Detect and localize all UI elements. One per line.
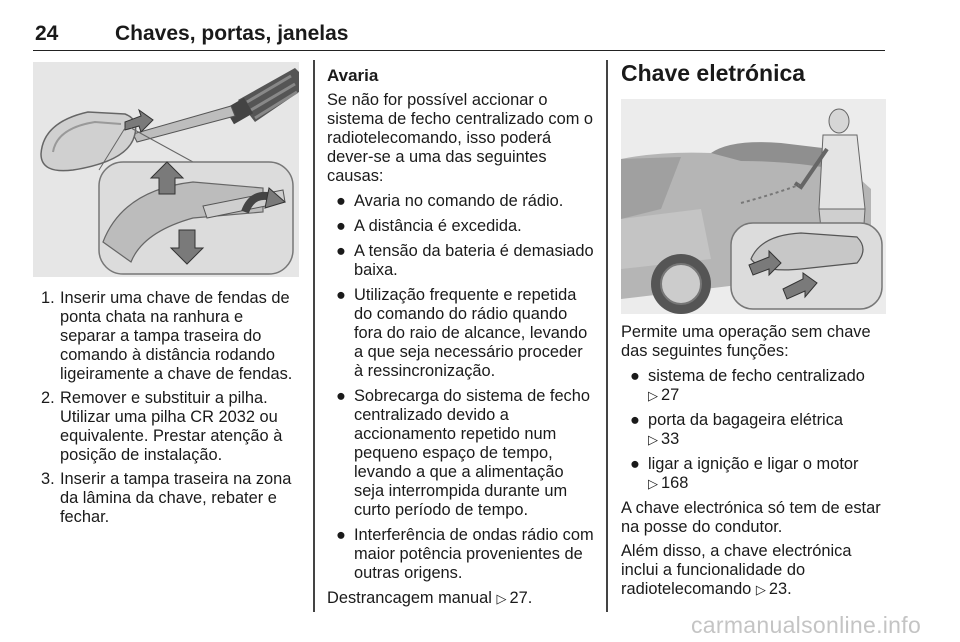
key-battery-replacement-illustration — [33, 62, 299, 277]
list-item: ● Utilização frequente e repetida do comando do rádio quando fora do raio de alcance, levando a que seja necessário proceder à ressincronização. — [336, 286, 588, 380]
keyless-functions-list — [621, 367, 886, 493]
keyless-intro: Permite uma operação sem chave das seguintes funções: — [621, 323, 871, 360]
key-battery-figure — [33, 62, 299, 277]
list-item: ● Interferência de ondas rádio com maior potência provenientes de outras origens. — [336, 526, 594, 582]
car-door-handle-keyless-illustration — [621, 99, 886, 314]
keyless-para-2: Além disso, a chave electrónica inclui a funcionalidade do radiotelecomando ▷ 23. — [621, 542, 852, 598]
avaria-intro: Se não for possível accionar o sistema de fecho centralizado com o radiotelecomando, isso poderá dever-se a uma das seguintes causas: — [327, 91, 594, 185]
avaria-causes-list — [327, 192, 595, 583]
page-ref-arrow-icon: ▷ — [755, 582, 766, 597]
instruction-steps — [33, 289, 303, 527]
step-item: 1. Inserir uma chave de fendas de ponta chata na ranhura e separar a tampa traseira do comando à distância rodando ligeiramente a chave de fendas. — [41, 289, 293, 383]
step-item: 2. Remover e substituir a pilha. Utilizar uma pilha CR 2032 ou equivalente. Prestar atenção à posição de instalação. — [41, 389, 283, 464]
section-heading-chave-eletronica: Chave eletrónica — [621, 60, 806, 86]
page-ref-arrow-icon: ▷ — [648, 388, 658, 403]
middle-column — [327, 66, 595, 613]
page-header — [33, 0, 885, 51]
chapter-title: Chaves, portas, janelas — [115, 22, 349, 45]
keyless-para-1: A chave electrónica só tem de estar na posse do condutor. — [621, 499, 881, 536]
list-item: ● porta da bagageira elétrica ▷ 33 — [630, 411, 843, 448]
manual-unlock-reference: Destrancagem manual ▷ 27. — [327, 589, 533, 607]
right-column — [621, 323, 886, 604]
page-ref-arrow-icon: ▷ — [648, 476, 658, 491]
list-item: ● A tensão da bateria é demasiado baixa. — [336, 242, 594, 279]
step-item: 3. Inserir a tampa traseira na zona da lâmina da chave, rebater e fechar. — [41, 470, 292, 526]
column-divider-right — [606, 60, 608, 612]
list-item: ● sistema de fecho centralizado ▷ 27 — [630, 367, 865, 404]
page-number: 24 — [35, 22, 59, 45]
watermark: carmanualsonline.info — [691, 612, 922, 638]
page-ref-arrow-icon: ▷ — [496, 591, 507, 606]
left-column — [33, 289, 303, 532]
column-divider-left — [313, 60, 315, 612]
section-heading-avaria: Avaria — [327, 66, 379, 85]
page-ref-arrow-icon: ▷ — [648, 432, 658, 447]
right-column-heading — [621, 60, 886, 86]
list-item: ● Sobrecarga do sistema de fecho centralizado devido a accionamento repetido num pequeno espaço de tempo, levando a que a alimentação seja interrompida durante um curto período de tempo. — [336, 387, 590, 519]
list-item: ● Avaria no comando de rádio. — [336, 192, 564, 210]
keyless-car-figure — [621, 99, 886, 314]
list-item: ● ligar a ignição e ligar o motor ▷ 168 — [630, 455, 859, 492]
list-item: ● A distância é excedida. — [336, 217, 522, 235]
